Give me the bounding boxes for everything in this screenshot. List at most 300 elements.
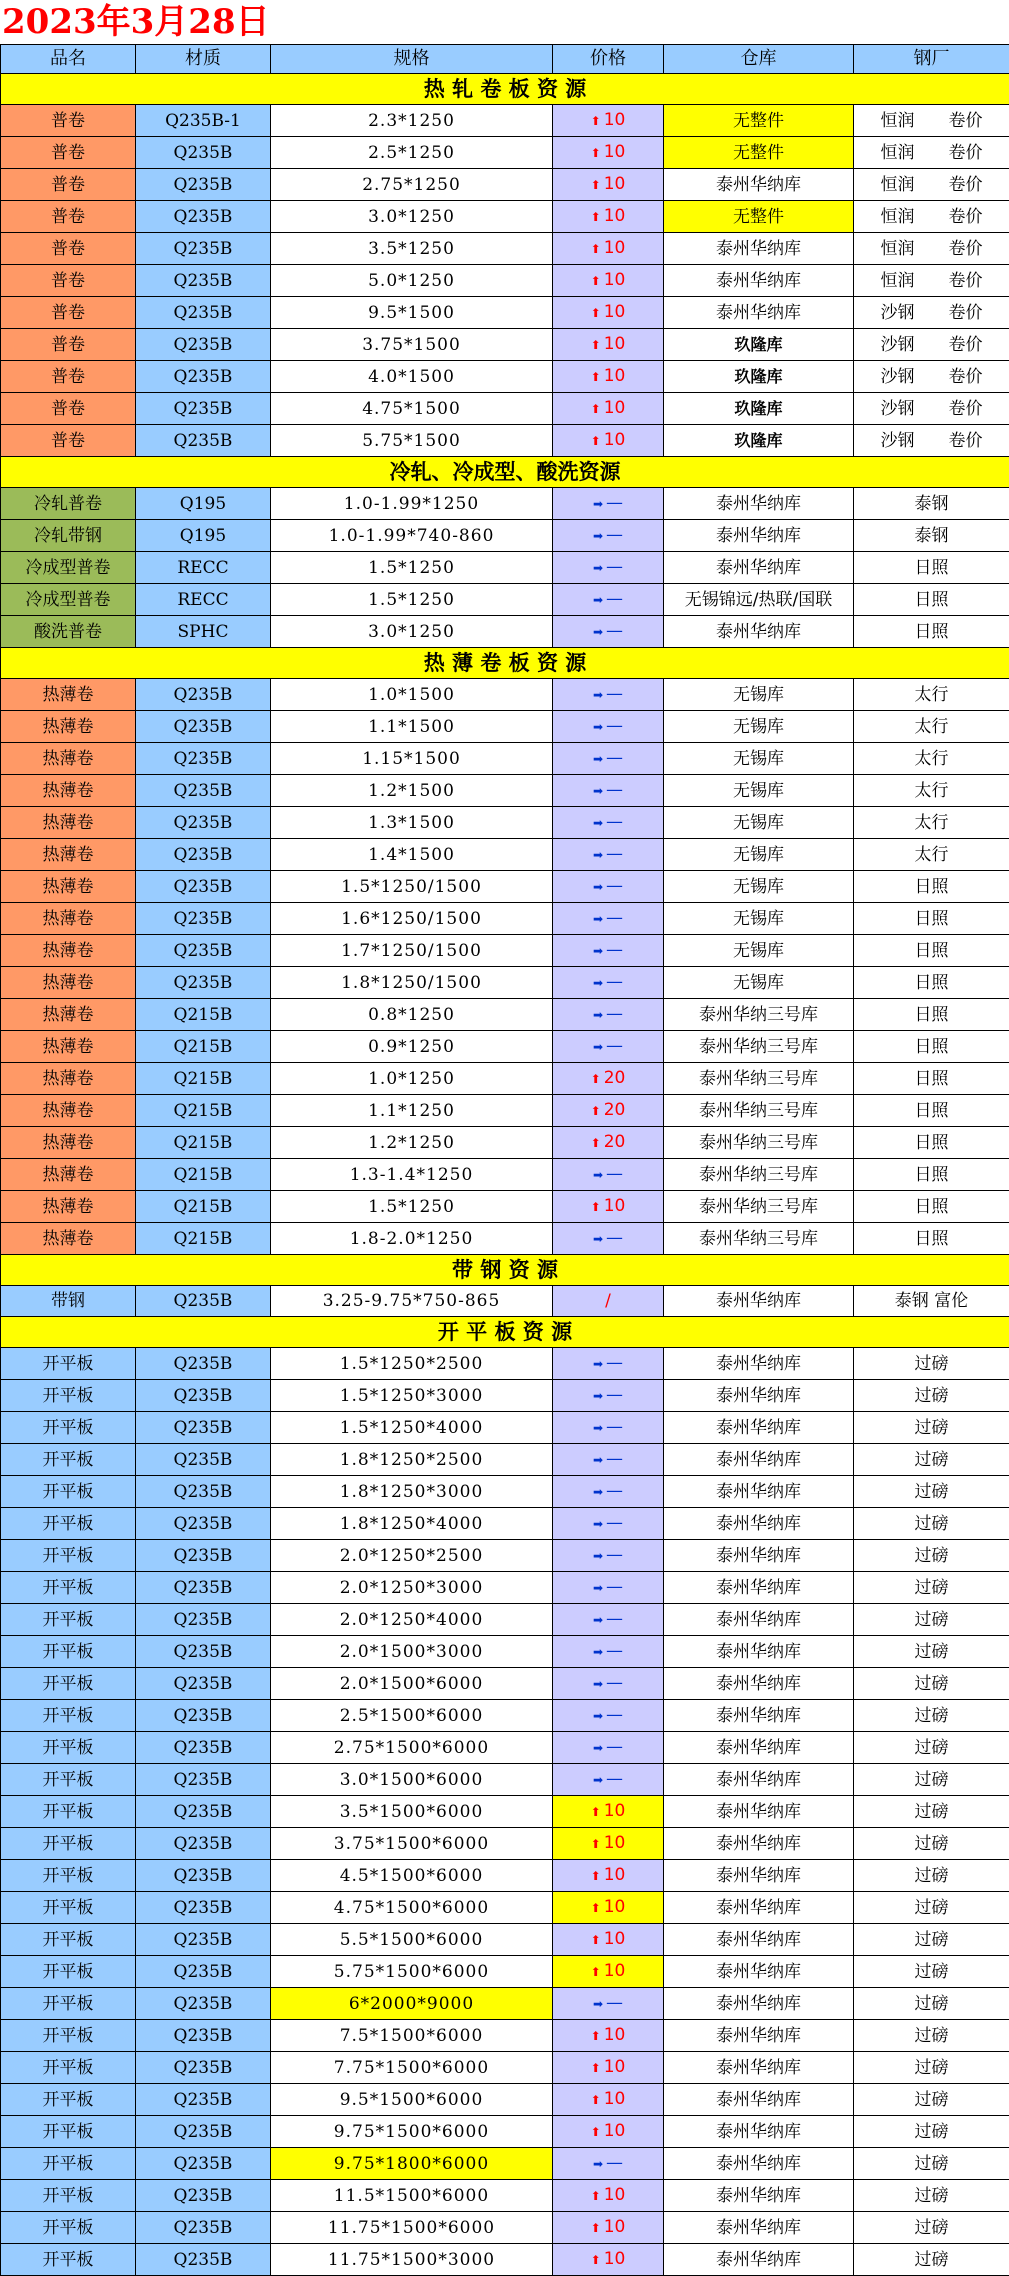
price-change-cell [553, 1095, 664, 1127]
up-arrow-icon: ⬆ [591, 178, 601, 192]
mill-cell: 过磅 [854, 1828, 1009, 1860]
warehouse-cell: 泰州华纳库 [664, 2084, 854, 2116]
price-change-cell [553, 1892, 664, 1924]
price-change-cell [553, 2020, 664, 2052]
warehouse-cell: 泰州华纳库 [664, 1540, 854, 1572]
price-change-value: 10 [604, 1929, 626, 1949]
product-name-cell: 冷轧普卷 [1, 488, 136, 520]
mill-cell: 过磅 [854, 1508, 1009, 1540]
right-arrow-icon: ➡ [593, 848, 603, 862]
material-cell: Q215B [136, 1159, 271, 1191]
mill-cell: 日照 [854, 1031, 1009, 1063]
section-title: 开 平 板 资 源 [1, 1317, 1009, 1348]
product-name-cell: 开平板 [1, 1348, 136, 1380]
spec-cell: 1.8*1250*4000 [271, 1508, 553, 1540]
spec-cell: 0.8*1250 [271, 999, 553, 1031]
mill-cell: 沙钢 卷价 [854, 361, 1009, 393]
table-row [1, 1412, 1009, 1444]
mill-cell: 恒润 卷价 [854, 137, 1009, 169]
product-name-cell: 开平板 [1, 1956, 136, 1988]
up-arrow-icon: ⬆ [591, 2253, 601, 2267]
warehouse-cell: 无锡库 [664, 743, 854, 775]
price-change-cell [553, 1796, 664, 1828]
price-change-value: 10 [604, 398, 626, 418]
price-change-cell [553, 1348, 664, 1380]
price-change-value: — [606, 589, 623, 609]
material-cell: Q235B [136, 329, 271, 361]
right-arrow-icon: ➡ [593, 880, 603, 894]
price-change-value: 10 [604, 1833, 626, 1853]
spec-cell: 2.0*1250*3000 [271, 1572, 553, 1604]
material-cell: Q235B [136, 1668, 271, 1700]
mill-cell: 过磅 [854, 2212, 1009, 2244]
warehouse-cell: 泰州华纳库 [664, 233, 854, 265]
price-change-value: — [606, 844, 623, 864]
table-row [1, 1924, 1009, 1956]
product-name-cell: 普卷 [1, 169, 136, 201]
spec-cell: 1.8*1250*3000 [271, 1476, 553, 1508]
price-change-value: 20 [604, 1132, 626, 1152]
spec-cell: 1.5*1250*2500 [271, 1348, 553, 1380]
mill-cell: 日照 [854, 1127, 1009, 1159]
material-cell: Q235B [136, 2180, 271, 2212]
right-arrow-icon: ➡ [593, 784, 603, 798]
price-change-cell [553, 297, 664, 329]
warehouse-cell: 泰州华纳库 [664, 1764, 854, 1796]
material-cell: Q235B [136, 1540, 271, 1572]
mill-cell: 日照 [854, 871, 1009, 903]
right-arrow-icon: ➡ [593, 1645, 603, 1659]
product-name-cell: 开平板 [1, 2084, 136, 2116]
right-arrow-icon: ➡ [593, 1421, 603, 1435]
spec-cell: 2.0*1500*6000 [271, 1668, 553, 1700]
table-row [1, 1892, 1009, 1924]
material-cell: Q215B [136, 1031, 271, 1063]
price-change-cell [553, 201, 664, 233]
price-change-value: — [606, 940, 623, 960]
warehouse-cell: 泰州华纳三号库 [664, 1159, 854, 1191]
up-arrow-icon: ⬆ [591, 114, 601, 128]
price-change-value: — [606, 557, 623, 577]
price-change-cell [553, 1700, 664, 1732]
warehouse-cell: 无锡库 [664, 775, 854, 807]
table-row [1, 393, 1009, 425]
spec-cell: 2.5*1250 [271, 137, 553, 169]
product-name-cell: 开平板 [1, 2116, 136, 2148]
warehouse-cell: 泰州华纳库 [664, 1732, 854, 1764]
price-change-value: 10 [604, 1865, 626, 1885]
product-name-cell: 热薄卷 [1, 967, 136, 999]
warehouse-cell: 泰州华纳三号库 [664, 1095, 854, 1127]
spec-cell: 1.3*1500 [271, 807, 553, 839]
spec-cell: 3.0*1250 [271, 201, 553, 233]
spec-cell: 2.75*1500*6000 [271, 1732, 553, 1764]
price-change-value: — [606, 1737, 623, 1757]
spec-cell: 2.3*1250 [271, 105, 553, 137]
price-change-value: — [606, 716, 623, 736]
product-name-cell: 热薄卷 [1, 839, 136, 871]
table-row [1, 1508, 1009, 1540]
right-arrow-icon: ➡ [593, 529, 603, 543]
price-change-cell [553, 807, 664, 839]
price-change-cell [553, 871, 664, 903]
mill-cell: 日照 [854, 584, 1009, 616]
price-change-cell [553, 2212, 664, 2244]
price-change-value: — [606, 812, 623, 832]
warehouse-cell: 泰州华纳库 [664, 1924, 854, 1956]
table-row [1, 1668, 1009, 1700]
section-title: 热 轧 卷 板 资 源 [1, 74, 1009, 105]
product-name-cell: 普卷 [1, 233, 136, 265]
right-arrow-icon: ➡ [593, 1677, 603, 1691]
price-change-cell [553, 1127, 664, 1159]
material-cell: Q235B [136, 233, 271, 265]
warehouse-cell: 无锡库 [664, 871, 854, 903]
header-row [1, 45, 1009, 74]
product-name-cell: 开平板 [1, 1732, 136, 1764]
material-cell: Q235B [136, 1796, 271, 1828]
table-row [1, 1063, 1009, 1095]
price-change-cell [553, 137, 664, 169]
product-name-cell: 开平板 [1, 1508, 136, 1540]
spec-cell: 1.5*1250*3000 [271, 1380, 553, 1412]
mill-cell: 日照 [854, 999, 1009, 1031]
table-row [1, 105, 1009, 137]
right-arrow-icon: ➡ [593, 1581, 603, 1595]
price-change-value: — [606, 748, 623, 768]
table-row [1, 520, 1009, 552]
up-arrow-icon: ⬆ [591, 1965, 601, 1979]
material-cell: Q215B [136, 1095, 271, 1127]
price-change-cell [553, 1191, 664, 1223]
table-row [1, 1223, 1009, 1255]
material-cell: Q195 [136, 488, 271, 520]
product-name-cell: 普卷 [1, 425, 136, 457]
price-change-cell [553, 425, 664, 457]
material-cell: Q235B [136, 1764, 271, 1796]
warehouse-cell: 泰州华纳库 [664, 488, 854, 520]
table-row [1, 1031, 1009, 1063]
material-cell: Q235B [136, 1860, 271, 1892]
price-change-value: — [606, 876, 623, 896]
spec-cell: 11.75*1500*3000 [271, 2244, 553, 2276]
mill-cell: 日照 [854, 1191, 1009, 1223]
up-arrow-icon: ⬆ [591, 1104, 601, 1118]
mill-cell: 日照 [854, 1223, 1009, 1255]
price-change-cell [553, 105, 664, 137]
section-header-row [1, 457, 1009, 488]
price-change-cell [553, 1063, 664, 1095]
mill-cell: 过磅 [854, 1572, 1009, 1604]
mill-cell: 过磅 [854, 2244, 1009, 2276]
warehouse-cell: 泰州华纳库 [664, 520, 854, 552]
spec-cell: 1.3-1.4*1250 [271, 1159, 553, 1191]
price-change-cell [553, 711, 664, 743]
product-name-cell: 开平板 [1, 1540, 136, 1572]
table-row [1, 871, 1009, 903]
product-name-cell: 热薄卷 [1, 1063, 136, 1095]
table-row [1, 775, 1009, 807]
up-arrow-icon: ⬆ [591, 2029, 601, 2043]
price-change-value: 10 [604, 110, 626, 130]
warehouse-cell: 泰州华纳库 [664, 2212, 854, 2244]
up-arrow-icon: ⬆ [591, 1136, 601, 1150]
warehouse-cell: 泰州华纳库 [664, 1860, 854, 1892]
table-row [1, 1604, 1009, 1636]
mill-cell: 沙钢 卷价 [854, 297, 1009, 329]
up-arrow-icon: ⬆ [591, 2221, 601, 2235]
spec-cell: 5.75*1500 [271, 425, 553, 457]
mill-cell: 过磅 [854, 1860, 1009, 1892]
warehouse-cell: 无锡锦远/热联/国联 [664, 584, 854, 616]
up-arrow-icon: ⬆ [591, 2189, 601, 2203]
product-name-cell: 普卷 [1, 297, 136, 329]
table-row [1, 2180, 1009, 2212]
table-row [1, 1700, 1009, 1732]
table-row [1, 2148, 1009, 2180]
product-name-cell: 普卷 [1, 137, 136, 169]
mill-cell: 过磅 [854, 2052, 1009, 2084]
product-name-cell: 开平板 [1, 2244, 136, 2276]
warehouse-cell: 泰州华纳库 [664, 2244, 854, 2276]
price-change-value: — [606, 525, 623, 545]
up-arrow-icon: ⬆ [591, 434, 601, 448]
material-cell: Q235B [136, 2020, 271, 2052]
mill-cell: 恒润 卷价 [854, 201, 1009, 233]
price-change-value: — [606, 1769, 623, 1789]
product-name-cell: 普卷 [1, 105, 136, 137]
material-cell: Q195 [136, 520, 271, 552]
price-change-value: — [606, 1705, 623, 1725]
spec-cell: 3.5*1250 [271, 233, 553, 265]
table-row [1, 1988, 1009, 2020]
product-name-cell: 普卷 [1, 201, 136, 233]
price-change-value: 10 [604, 2025, 626, 2045]
material-cell: Q235B [136, 2052, 271, 2084]
warehouse-cell: 泰州华纳库 [664, 552, 854, 584]
section-header-row [1, 1317, 1009, 1348]
material-cell: RECC [136, 552, 271, 584]
spec-cell: 3.0*1500*6000 [271, 1764, 553, 1796]
warehouse-cell: 无锡库 [664, 679, 854, 711]
table-row [1, 2084, 1009, 2116]
product-name-cell: 开平板 [1, 2052, 136, 2084]
right-arrow-icon: ➡ [593, 688, 603, 702]
warehouse-cell: 玖隆库 [664, 361, 854, 393]
spec-cell: 5.75*1500*6000 [271, 1956, 553, 1988]
material-cell: Q235B [136, 2148, 271, 2180]
mill-cell: 沙钢 卷价 [854, 393, 1009, 425]
right-arrow-icon: ➡ [593, 1040, 603, 1054]
up-arrow-icon: ⬆ [591, 2125, 601, 2139]
right-arrow-icon: ➡ [593, 1613, 603, 1627]
table-row [1, 1732, 1009, 1764]
table-row [1, 361, 1009, 393]
right-arrow-icon: ➡ [593, 816, 603, 830]
material-cell: Q235B [136, 775, 271, 807]
material-cell: Q235B [136, 1732, 271, 1764]
mill-cell: 过磅 [854, 2084, 1009, 2116]
right-arrow-icon: ➡ [593, 1709, 603, 1723]
product-name-cell: 开平板 [1, 1412, 136, 1444]
price-change-cell [553, 1223, 664, 1255]
price-change-value: 10 [604, 1961, 626, 1981]
warehouse-cell: 泰州华纳库 [664, 1286, 854, 1317]
mill-cell: 太行 [854, 775, 1009, 807]
spec-cell: 1.5*1250*4000 [271, 1412, 553, 1444]
product-name-cell: 开平板 [1, 1444, 136, 1476]
price-change-value: 20 [604, 1100, 626, 1120]
column-header-name: 品名 [1, 45, 136, 74]
price-change-value: 10 [604, 1801, 626, 1821]
price-change-cell [553, 393, 664, 425]
table-row [1, 1636, 1009, 1668]
price-change-value: — [606, 1004, 623, 1024]
table-row [1, 711, 1009, 743]
material-cell: Q235B [136, 807, 271, 839]
product-name-cell: 开平板 [1, 1924, 136, 1956]
spec-cell: 1.0*1500 [271, 679, 553, 711]
price-change-value: 10 [604, 334, 626, 354]
up-arrow-icon: ⬆ [591, 306, 601, 320]
table-row [1, 1191, 1009, 1223]
warehouse-cell: 泰州华纳库 [664, 2180, 854, 2212]
price-change-cell [553, 2052, 664, 2084]
price-change-value: / [605, 1291, 611, 1311]
price-change-value: 10 [604, 2185, 626, 2205]
table-row [1, 2212, 1009, 2244]
table-row [1, 935, 1009, 967]
spec-cell: 9.75*1800*6000 [271, 2148, 553, 2180]
mill-cell: 恒润 卷价 [854, 105, 1009, 137]
price-change-cell [553, 329, 664, 361]
spec-cell: 3.75*1500*6000 [271, 1828, 553, 1860]
spec-cell: 1.1*1250 [271, 1095, 553, 1127]
price-change-cell [553, 999, 664, 1031]
spec-cell: 1.2*1500 [271, 775, 553, 807]
price-change-value: — [606, 1993, 623, 2013]
warehouse-cell: 泰州华纳库 [664, 1412, 854, 1444]
product-name-cell: 热薄卷 [1, 1095, 136, 1127]
material-cell: Q235B [136, 2212, 271, 2244]
price-change-value: — [606, 684, 623, 704]
mill-cell: 日照 [854, 616, 1009, 648]
price-change-value: — [606, 780, 623, 800]
price-change-value: 10 [604, 270, 626, 290]
warehouse-cell: 泰州华纳库 [664, 1988, 854, 2020]
price-change-cell [553, 1412, 664, 1444]
table-row [1, 425, 1009, 457]
price-change-cell [553, 488, 664, 520]
table-row [1, 679, 1009, 711]
product-name-cell: 热薄卷 [1, 775, 136, 807]
warehouse-cell: 泰州华纳库 [664, 1892, 854, 1924]
spec-cell: 1.15*1500 [271, 743, 553, 775]
table-row [1, 967, 1009, 999]
table-row [1, 233, 1009, 265]
product-name-cell: 热薄卷 [1, 1031, 136, 1063]
mill-cell: 过磅 [854, 1380, 1009, 1412]
product-name-cell: 热薄卷 [1, 999, 136, 1031]
spec-cell: 1.8*1250/1500 [271, 967, 553, 999]
price-change-value: — [606, 1417, 623, 1437]
right-arrow-icon: ➡ [593, 1389, 603, 1403]
price-change-cell [553, 967, 664, 999]
mill-cell: 过磅 [854, 2180, 1009, 2212]
mill-cell: 过磅 [854, 1764, 1009, 1796]
mill-cell: 过磅 [854, 2148, 1009, 2180]
table-row [1, 488, 1009, 520]
table-row [1, 1095, 1009, 1127]
mill-cell: 太行 [854, 679, 1009, 711]
product-name-cell: 热薄卷 [1, 1159, 136, 1191]
material-cell: Q235B [136, 2084, 271, 2116]
mill-cell: 过磅 [854, 1700, 1009, 1732]
right-arrow-icon: ➡ [593, 752, 603, 766]
price-change-value: — [606, 1577, 623, 1597]
product-name-cell: 热薄卷 [1, 903, 136, 935]
warehouse-cell: 泰州华纳库 [664, 1796, 854, 1828]
material-cell: Q235B [136, 1380, 271, 1412]
warehouse-cell: 泰州华纳库 [664, 1668, 854, 1700]
price-change-value: — [606, 1228, 623, 1248]
spec-cell: 2.5*1500*6000 [271, 1700, 553, 1732]
table-row [1, 999, 1009, 1031]
price-change-cell [553, 169, 664, 201]
price-change-cell [553, 1508, 664, 1540]
price-change-value: 10 [604, 302, 626, 322]
column-header-warehouse: 仓库 [664, 45, 854, 74]
up-arrow-icon: ⬆ [591, 1072, 601, 1086]
table-row [1, 743, 1009, 775]
table-row [1, 584, 1009, 616]
table-row [1, 1860, 1009, 1892]
material-cell: Q235B [136, 1444, 271, 1476]
right-arrow-icon: ➡ [593, 1168, 603, 1182]
table-row [1, 137, 1009, 169]
warehouse-cell: 泰州华纳库 [664, 2020, 854, 2052]
mill-cell: 太行 [854, 839, 1009, 871]
spec-cell: 11.75*1500*6000 [271, 2212, 553, 2244]
table-row [1, 1796, 1009, 1828]
column-header-mill: 钢厂 [854, 45, 1009, 74]
warehouse-cell: 泰州华纳库 [664, 1828, 854, 1860]
price-change-cell [553, 903, 664, 935]
spec-cell: 1.8*1250*2500 [271, 1444, 553, 1476]
material-cell: Q235B [136, 1828, 271, 1860]
warehouse-cell: 玖隆库 [664, 425, 854, 457]
column-header-price: 价格 [553, 45, 664, 74]
price-change-cell [553, 265, 664, 297]
right-arrow-icon: ➡ [593, 720, 603, 734]
table-row [1, 201, 1009, 233]
price-change-cell [553, 361, 664, 393]
warehouse-cell: 无整件 [664, 201, 854, 233]
price-change-cell [553, 1031, 664, 1063]
price-change-value: 10 [604, 430, 626, 450]
price-change-cell [553, 1540, 664, 1572]
price-change-value: — [606, 621, 623, 641]
mill-cell: 过磅 [854, 1892, 1009, 1924]
up-arrow-icon: ⬆ [591, 146, 601, 160]
table-row [1, 1956, 1009, 1988]
price-change-value: 10 [604, 238, 626, 258]
column-header-material: 材质 [136, 45, 271, 74]
price-change-cell [553, 520, 664, 552]
table-row [1, 839, 1009, 871]
material-cell: Q235B [136, 1956, 271, 1988]
up-arrow-icon: ⬆ [591, 2061, 601, 2075]
